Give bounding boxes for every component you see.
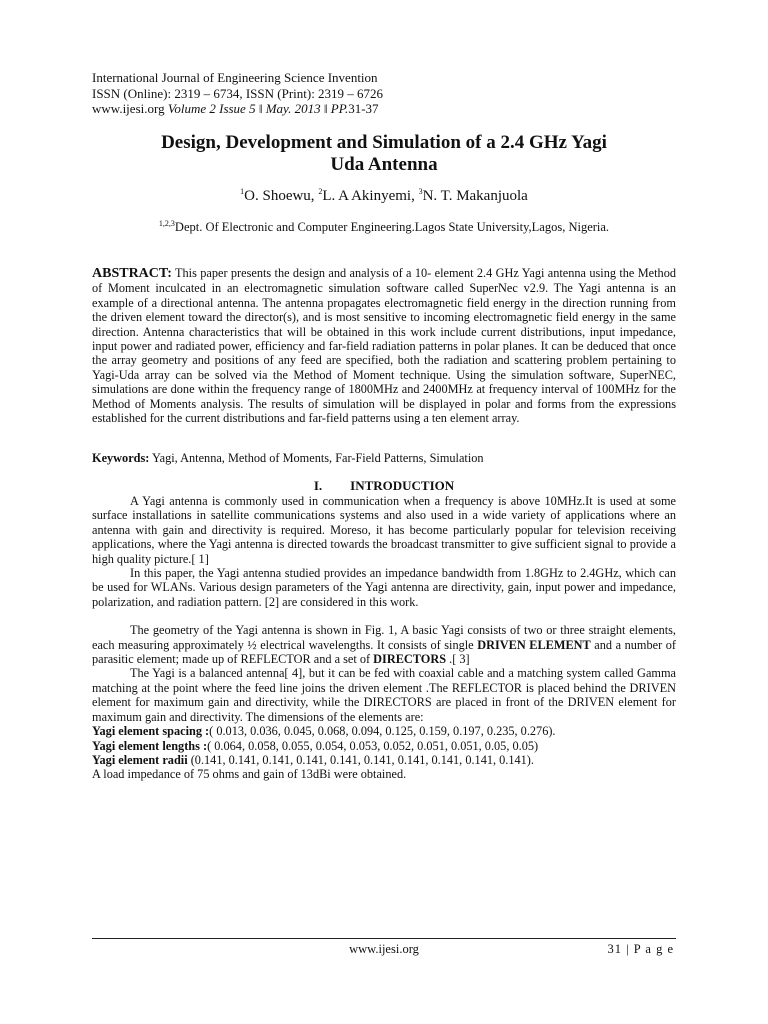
paper-authors	[92, 188, 676, 205]
intro-p3-text-a: The geometry of the Yagi antenna is shown in Fig. 1, A basic Yagi consists of two or three straight elements, each measuring approximately ½ electrical wavelengths. It consists of single	[92, 623, 676, 652]
intro-p3-text-e: .[ 3]	[446, 652, 470, 667]
paper-title-line-2: Uda Antenna	[330, 154, 438, 175]
author-2-sup: 2	[318, 187, 323, 196]
footer-page-number: 31 | P a g e	[607, 942, 674, 956]
load-impedance-line: A load impedance of 75 ohms and gain of 13dBi were obtained.	[92, 767, 407, 782]
paper-title-line-1: Design, Development and Simulation of a 2.4 GHz Yagi	[161, 132, 607, 153]
intro-paragraph-4: The Yagi is a balanced antenna[ 4], but it can be fed with coaxial cable and a matching system called Gamma matching at the point where the feed line joins the driven element .The REFLECTOR is placed behind the DRIVEN element for maximum gain and directivity, while the DIRECTORS are placed in front of the DRIVEN element for maximum gain and directivity. The dimensions of the elements are:	[92, 666, 676, 724]
element-spacing-label: Yagi element spacing :	[92, 724, 210, 739]
affiliation-sup: 1,2,3	[158, 218, 175, 228]
section-title: INTRODUCTION	[350, 478, 455, 493]
element-spacing-line	[92, 724, 676, 738]
abstract-text: This paper presents the design and analysis of a 10- element 2.4 GHz Yagi antenna using the Method of Moment inculcated in an electromagnetic simulation software called SuperNec v2.9. The Yagi antenna is an example of a directional antenna. The antenna propagates electromagnetic field energy in the direction running from the driven element toward the director(s), and is most sensitive to incoming electromagnetic field energy in the same direction. Antenna characteristics that will be obtained in this work include current distributions, input impedance, input power and radiated power, efficiency and far-field radiation patterns in polar planes. It can be deduced that once the array geometry and positions of any feed are specified, both the radiation and scattering problem pertaining to Yagi-Uda array can be solved via the Method of Moment technique. Using the simulation software, SuperNEC, simulations are done within the frequency range of 1800MHz and 2400MHz at frequency interval of 100MHz for the Method of Moments analysis. The results of simulation will be displayed in polar and forms from the expressions established for the current distributions and far-field patterns using a ten element array.	[92, 266, 676, 426]
journal-name: International Journal of Engineering Science Invention	[92, 70, 378, 85]
element-radii-line	[92, 753, 676, 767]
keywords-label: Keywords:	[92, 451, 150, 465]
intro-p3-driven-element: DRIVEN ELEMENT	[477, 637, 591, 652]
author-1-sup: 1	[240, 187, 245, 196]
author-3-sup: 3	[418, 187, 423, 196]
element-radii-values: (0.141, 0.141, 0.141, 0.141, 0.141, 0.141, 0.141, 0.141, 0.141, 0.141).	[187, 752, 534, 767]
author-3: N. T. Makanjuola	[422, 188, 528, 204]
journal-issn: ISSN (Online): 2319 – 6734, ISSN (Print): 2319 – 6726	[92, 85, 384, 101]
keywords	[92, 451, 676, 465]
element-radii-label: Yagi element radii	[92, 752, 188, 767]
paper-affiliation	[92, 220, 676, 235]
journal-volume: Volume 2 Issue 5 ǁ May. 2013 ǁ PP.	[167, 101, 349, 116]
intro-p3-text-c: and a number of parasitic element; made up of REFLECTOR and a set of	[92, 637, 676, 667]
section-heading-introduction	[92, 478, 676, 494]
element-spacing-values: ( 0.013, 0.036, 0.045, 0.068, 0.094, 0.125, 0.159, 0.197, 0.235, 0.276).	[209, 724, 556, 739]
abstract-label: ABSTRACT:	[92, 266, 172, 281]
section-number: I.	[313, 478, 323, 493]
paper-title	[92, 132, 676, 176]
intro-paragraph-3	[92, 623, 676, 666]
journal-header	[92, 70, 672, 117]
author-1: O. Shoewu,	[244, 188, 319, 204]
abstract	[92, 266, 676, 425]
footer-url: www.ijesi.org	[349, 942, 419, 956]
author-2: L. A Akinyemi,	[322, 188, 419, 204]
footer-divider	[92, 938, 676, 939]
element-lengths-values: ( 0.064, 0.058, 0.055, 0.054, 0.053, 0.052, 0.051, 0.051, 0.05, 0.05)	[207, 738, 539, 753]
journal-pages: 31-37	[348, 101, 379, 116]
intro-p3-directors: DIRECTORS	[373, 652, 447, 667]
affiliation-text: Dept. Of Electronic and Computer Engineering.Lagos State University,Lagos, Nigeria.	[174, 220, 610, 234]
journal-issue-line	[92, 101, 672, 117]
element-lengths-label: Yagi element lengths :	[92, 738, 208, 753]
intro-paragraph-2: In this paper, the Yagi antenna studied provides an impedance bandwidth from 1.8GHz to 2.4GHz, which can be used for WLANs. Various design parameters of the Yagi antenna are directivity, gain, input power and impedance, polarization, and radiation pattern. [2] are considered in this work.	[92, 566, 676, 609]
intro-paragraph-1: A Yagi antenna is commonly used in communication when a frequency is above 10MHz.It is used at some surface installations in satellite communications systems and also used in a wide variety of applications where an antenna with gain and directivity is required. Moreso, it has become particularly popular for television receiving applications, where the Yagi antenna is directed towards the broadcast transmitter to give sufficient signal to provide a high quality picture.[ 1]	[92, 494, 676, 566]
keywords-text: Yagi, Antenna, Method of Moments, Far-Field Patterns, Simulation	[149, 451, 484, 465]
journal-website: www.ijesi.org	[92, 101, 165, 116]
element-lengths-line	[92, 739, 676, 753]
introduction-body	[92, 494, 676, 782]
